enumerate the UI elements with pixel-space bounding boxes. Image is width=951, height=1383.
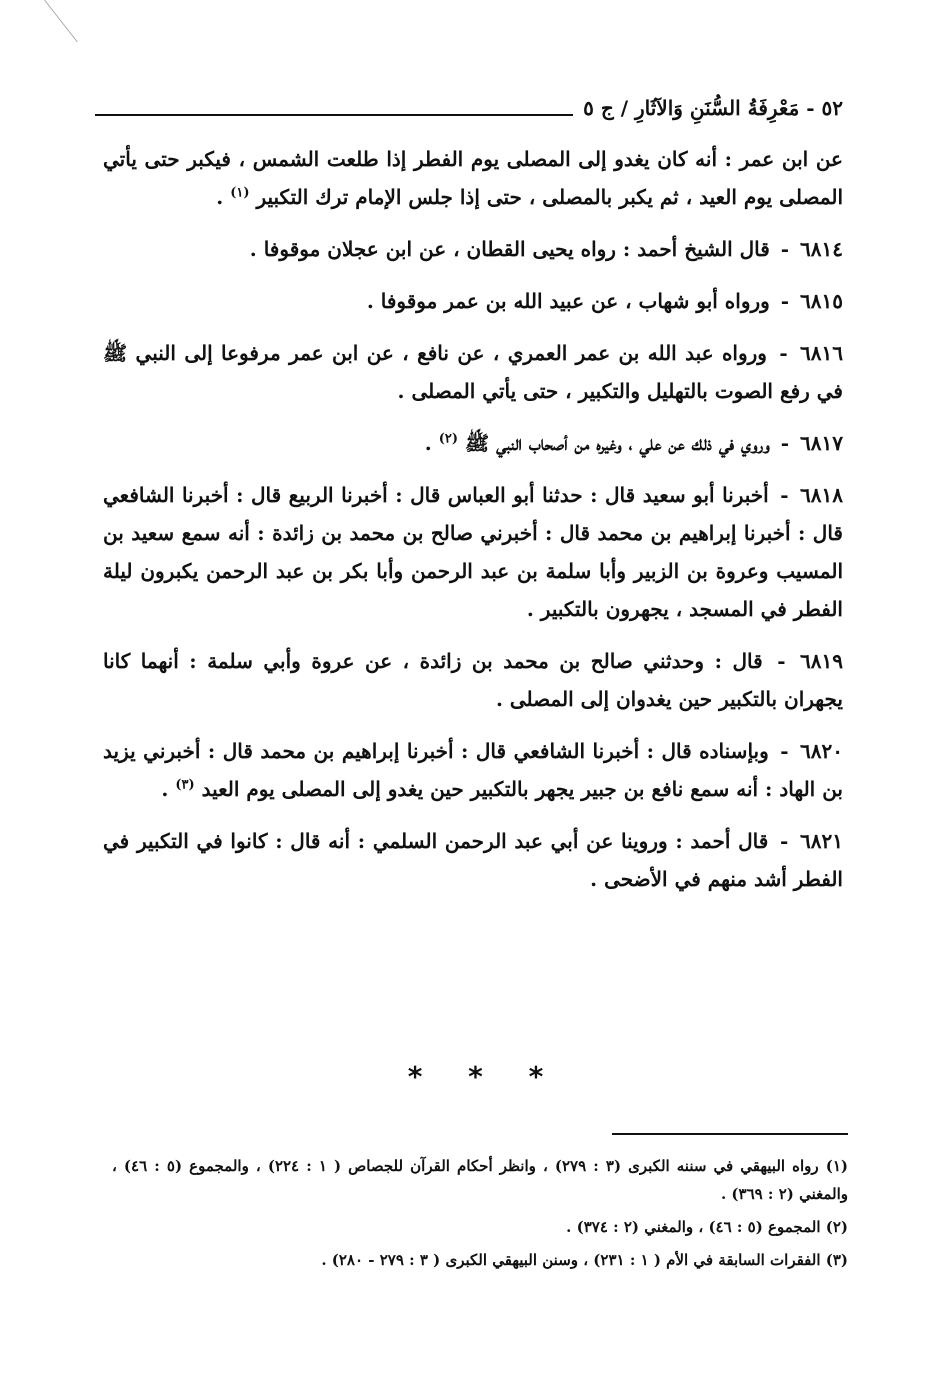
paragraph-number: ٦٨٢١ [800,829,843,853]
paragraph-6816: ٦٨١٦ - ورواه عبد الله بن عمر العمري ، عن نافع ، عن ابن عمر مرفوعا إلى النبي ﷺ في رفع الصوت بالتهليل والتكبير ، حتى يأتي المصلى . [103,341,844,403]
paragraph-6819: ٦٨١٩ - قال : وحدثني صالح بن محمد بن زائدة ، عن عروة وأبي سلمة : أنهما كانا يجهران بالتكبير حين يغدوان إلى المصلى . [103,649,843,711]
scan-corner-line [4,0,78,42]
paragraph-6814: ٦٨١٤ - قال الشيخ أحمد : رواه يحيى القطان ، عن ابن عجلان موقوفا . [249,237,843,261]
paragraph-6820: ٦٨٢٠ - وبإسناده قال : أخبرنا الشافعي قال : أخبرنا إبراهيم بن محمد قال : أخبرني يزيد بن الهاد : أنه سمع نافع بن جبير يجهر بالتكبير حين يغدو إلى المصلى يوم العيد $^{(٣)}$ . [103,739,843,801]
paragraph-text: ورواه أبو شهاب ، عن عبيد الله بن عمر موقوفا . [366,289,770,313]
paragraph-number: ٦٨١٨ [800,483,843,507]
paragraph-number: ٦٨١٧ [800,431,843,455]
footnote-ref: (١) [230,185,250,201]
paragraph-number: ٦٨١٤ [800,237,843,261]
paragraph-number: ٦٨١٥ [800,289,843,313]
paragraph-text: قال : وحدثني صالح بن محمد بن زائدة ، عن عروة وأبي سلمة : أنهما كانا يجهران بالتكبير حين يغدوان إلى المصلى . [103,649,843,711]
paragraph-text: وبإسناده قال : أخبرنا الشافعي قال : أخبرنا إبراهيم بن محمد قال : أخبرني يزيد بن الهاد : أنه سمع نافع بن جبير يجهر بالتكبير حين يغدو إلى المصلى يوم العيد [103,739,843,801]
paragraph-text: وروي في ذلك عن علي ، وغيره من أصحاب النبي ﷺ [464,431,770,455]
paragraph-number: ٦٨١٦ [800,341,844,365]
paragraph-number: ٦٨١٩ [800,649,843,673]
paragraph-text: قال الشيخ أحمد : رواه يحيى القطان ، عن ابن عجلان موقوفا . [249,237,770,261]
paragraph-text: أخبرنا أبو سعيد قال : حدثنا أبو العباس قال : أخبرنا الربيع قال : أخبرنا الشافعي قال : أخبرنا إبراهيم بن محمد قال : أخبرني صالح بن محمد بن زائدة : أنه سمع سعيد بن المسيب وعروة بن الزبير وأبا سلمة بن عبد الرحمن وأبا بكر بن عبد الرحمن يكبرون ليلة الفطر في المسجد ، يجهرون بالتكبير . [103,483,843,621]
paragraph-text: ورواه عبد الله بن عمر العمري ، عن نافع ، عن ابن عمر مرفوعا إلى النبي ﷺ في رفع الصوت بالتهليل والتكبير ، حتى يأتي المصلى . [103,341,843,403]
section-separator: * * * [407,1060,544,1093]
page-header [95,88,843,122]
footnotes [112,1152,848,1279]
footnote-1: (١) رواه البيهقي في سننه الكبرى (٣ : ٢٧٩) ، وانظر أحكام القرآن للجصاص ( ١ : ٢٢٤) ، والمجموع (٥ : ٤٦) ، والمغني (٢ : ٣٦٩) . [112,1157,849,1203]
footnote-ref: (٣) [175,777,195,793]
paragraph-text: قال أحمد : وروينا عن أبي عبد الرحمن السلمي : أنه قال : كانوا في التكبير في الفطر أشد منهم في الأضحى . [103,829,843,891]
paragraph-6818: ٦٨١٨ - أخبرنا أبو سعيد قال : حدثنا أبو العباس قال : أخبرنا الربيع قال : أخبرنا الشافعي قال : أخبرنا إبراهيم بن محمد قال : أخبرني صالح بن محمد بن زائدة : أنه سمع سعيد بن المسيب وعروة بن الزبير وأبا سلمة بن عبد الرحمن وأبا بكر بن عبد الرحمن يكبرون ليلة الفطر في المسجد ، يجهرون بالتكبير . [103,483,843,621]
paragraph-6815: ٦٨١٥ - ورواه أبو شهاب ، عن عبيد الله بن عمر موقوفا . [366,289,843,313]
header-rule [95,114,573,116]
paragraph-text: عن ابن عمر : أنه كان يغدو إلى المصلى يوم الفطر إذا طلعت الشمس ، فيكبر حتى يأتي المصلى يوم العيد ، ثم يكبر بالمصلى ، حتى إذا جلس الإمام ترك التكبير [103,147,843,209]
footnote-ref: (٢) [438,431,458,447]
paragraph-tail: . [161,777,169,801]
footnote-rule [612,1133,848,1135]
footnote-2: (٢) المجموع (٥ : ٤٦) ، والمغني (٢ : ٣٧٤) . [566,1218,848,1236]
running-header-title: ٥٢ - مَعْرِفَةُ السُّنَنِ وَالآثَارِ / ج ٥ [583,96,843,120]
paragraph-6821: ٦٨٢١ - قال أحمد : وروينا عن أبي عبد الرحمن السلمي : أنه قال : كانوا في التكبير في الفطر أشد منهم في الأضحى . [103,829,843,891]
footnote-3: (٣) الفقرات السابقة في الأم ( ١ : ٢٣١) ، وسنن البيهقي الكبرى ( ٣ : ٢٧٩ - ٢٨٠) . [321,1251,848,1269]
paragraph-6817: ٦٨١٧ - وروي في ذلك عن علي ، وغيره من أصحاب النبي ﷺ $^{(٢)}$ . [424,431,843,455]
paragraph-intro [103,140,843,216]
paragraph-tail: . [216,185,224,209]
paragraph-number: ٦٨٢٠ [800,739,843,763]
paragraph-tail: . [424,431,432,455]
main-text [103,140,843,912]
